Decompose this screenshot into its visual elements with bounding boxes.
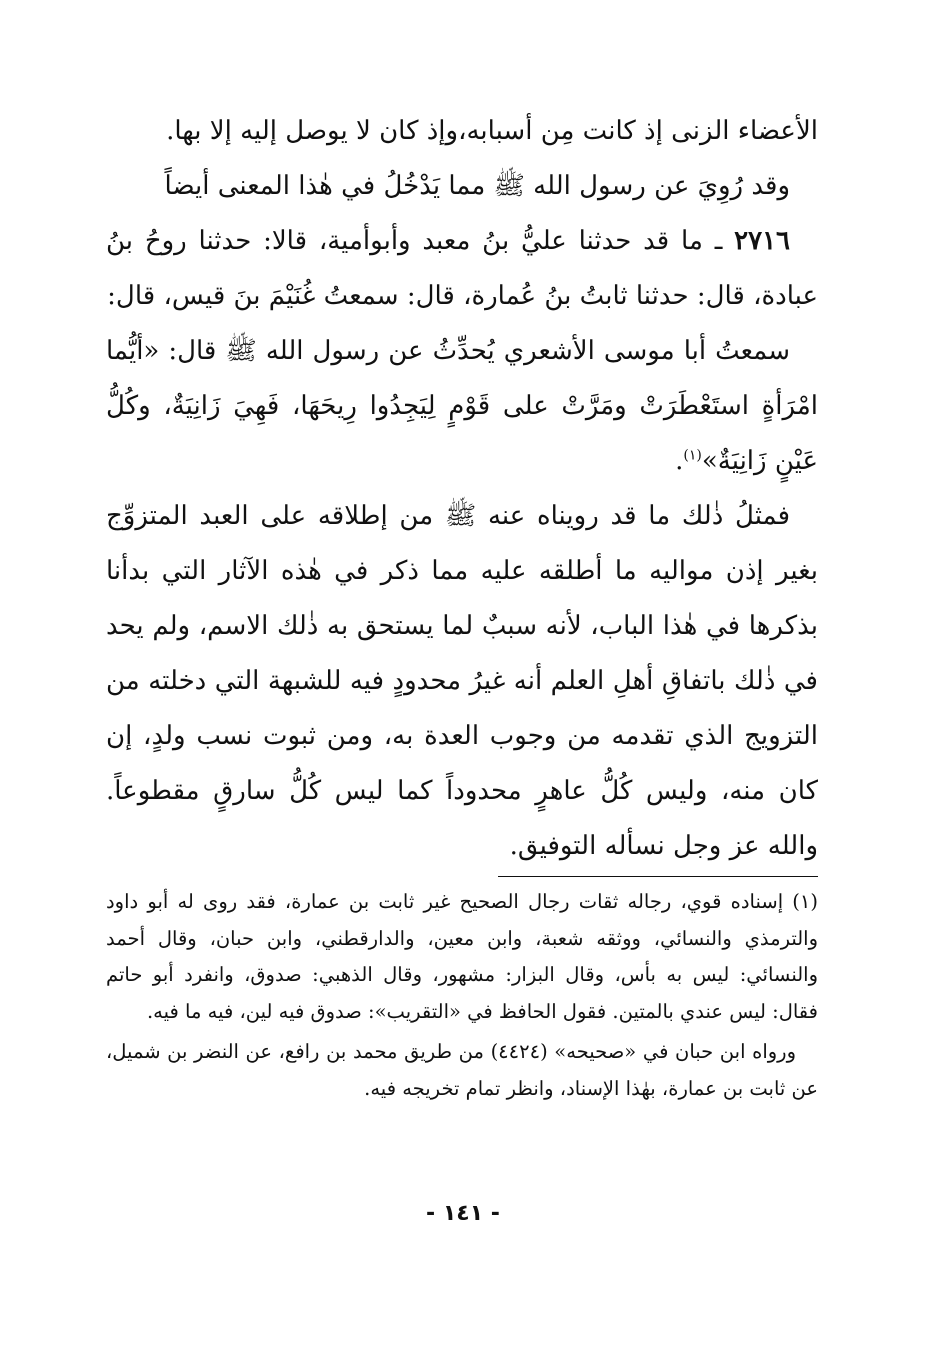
commentary-text: فمثلُ ذٰلك ما قد رويناه عنه ﷺ من إطلاقه على العبد المتزوِّج بغير إذن مواليه ما أطلقه عليه مما ذكر في هٰذه الآثار التي بدأنا بذكرها في هٰذا الباب، لأنه سببٌ لما يستحق به ذٰلك الاسم، ولم يحد في ذٰلك باتفاقِ أهلِ العلم أنه غيرُ محدودٍ فيه للشبهة التي دخلته من التزويج الذي تقدمه من وجوب العدة به، ومن ثبوت نسب ولدٍ، إن كان منه، وليس كُلُّ عاهرٍ محدوداً كما ليس كُلُّ سارقٍ مقطوعاً. والله عز وجل نسأله التوفيق. [106,501,818,861]
paragraph-text: الأعضاء الزنى إذ كانت مِن أسبابه،وإذ كان لا يوصل إليه إلا بها. [166,116,818,146]
commentary-paragraph [106,489,818,874]
page-number: - ١٤١ - [426,1201,500,1226]
hadith-text: سمعتُ أبا موسى الأشعري يُحدِّثُ عن رسول الله ﷺ قال: «أيُّما امْرَأةٍ استَعْطَرَتْ ومَرَّتْ على قَوْمٍ لِيَجِدُوا رِيحَهَا، فَهِيَ زَانِيَةٌ، وكُلُّ عَيْنٍ زَانِيَةٌ» [106,336,818,476]
hadith-number: ٢٧١٦ [734,226,790,256]
footnote-1: (١) إسناده قوي، رجاله ثقات رجال الصحيح غير ثابت بن عمارة، فقد روى له أبو داود والترمذي والنسائي، ووثقه شعبة، وابن معين، والدارقطني، وابن حبان، وقال أحمد والنسائي: ليس به بأس، وقال البزار: مشهور، وقال الذهبي: صدوق، وانفرد أبو حاتم فقال: ليس عندي بالمتين. فقول الحافظ في «التقريب»: صدوق فيه لين، فيه ما فيه. [106,890,818,1023]
hadith-chain-paragraph [106,214,818,324]
footnote-reference[interactable]: (١) [683,447,702,464]
isnad-text: ـ ما قد حدثنا عليُّ بنُ معبد وأبوأمية، قالا: حدثنا روحُ بنُ عبادة، قال: حدثنا ثابتُ بنُ عُمارة، قال: سمعتُ غُنَيْمَ بنَ قيس، قال: [106,226,818,311]
footnotes-section [106,884,818,1107]
paragraph-intro [106,159,818,214]
footnote-1-continuation: ورواه ابن حبان في «صحيحه» (٤٤٢٤) من طريق محمد بن رافع، عن النضر بن شميل، عن ثابت بن عمارة، بهٰذا الإسناد، وانظر تمام تخريجه فيه. [106,1040,818,1100]
paragraph-end-mark: . [675,446,684,476]
footnote-divider [498,876,818,877]
main-text-body [106,104,818,874]
paragraph-text: وقد رُوِيَ عن رسول الله ﷺ مما يَدْخُلُ في هٰذا المعنى أيضاً [164,171,790,201]
hadith-text-paragraph [106,324,818,489]
paragraph-continuation [106,104,818,159]
